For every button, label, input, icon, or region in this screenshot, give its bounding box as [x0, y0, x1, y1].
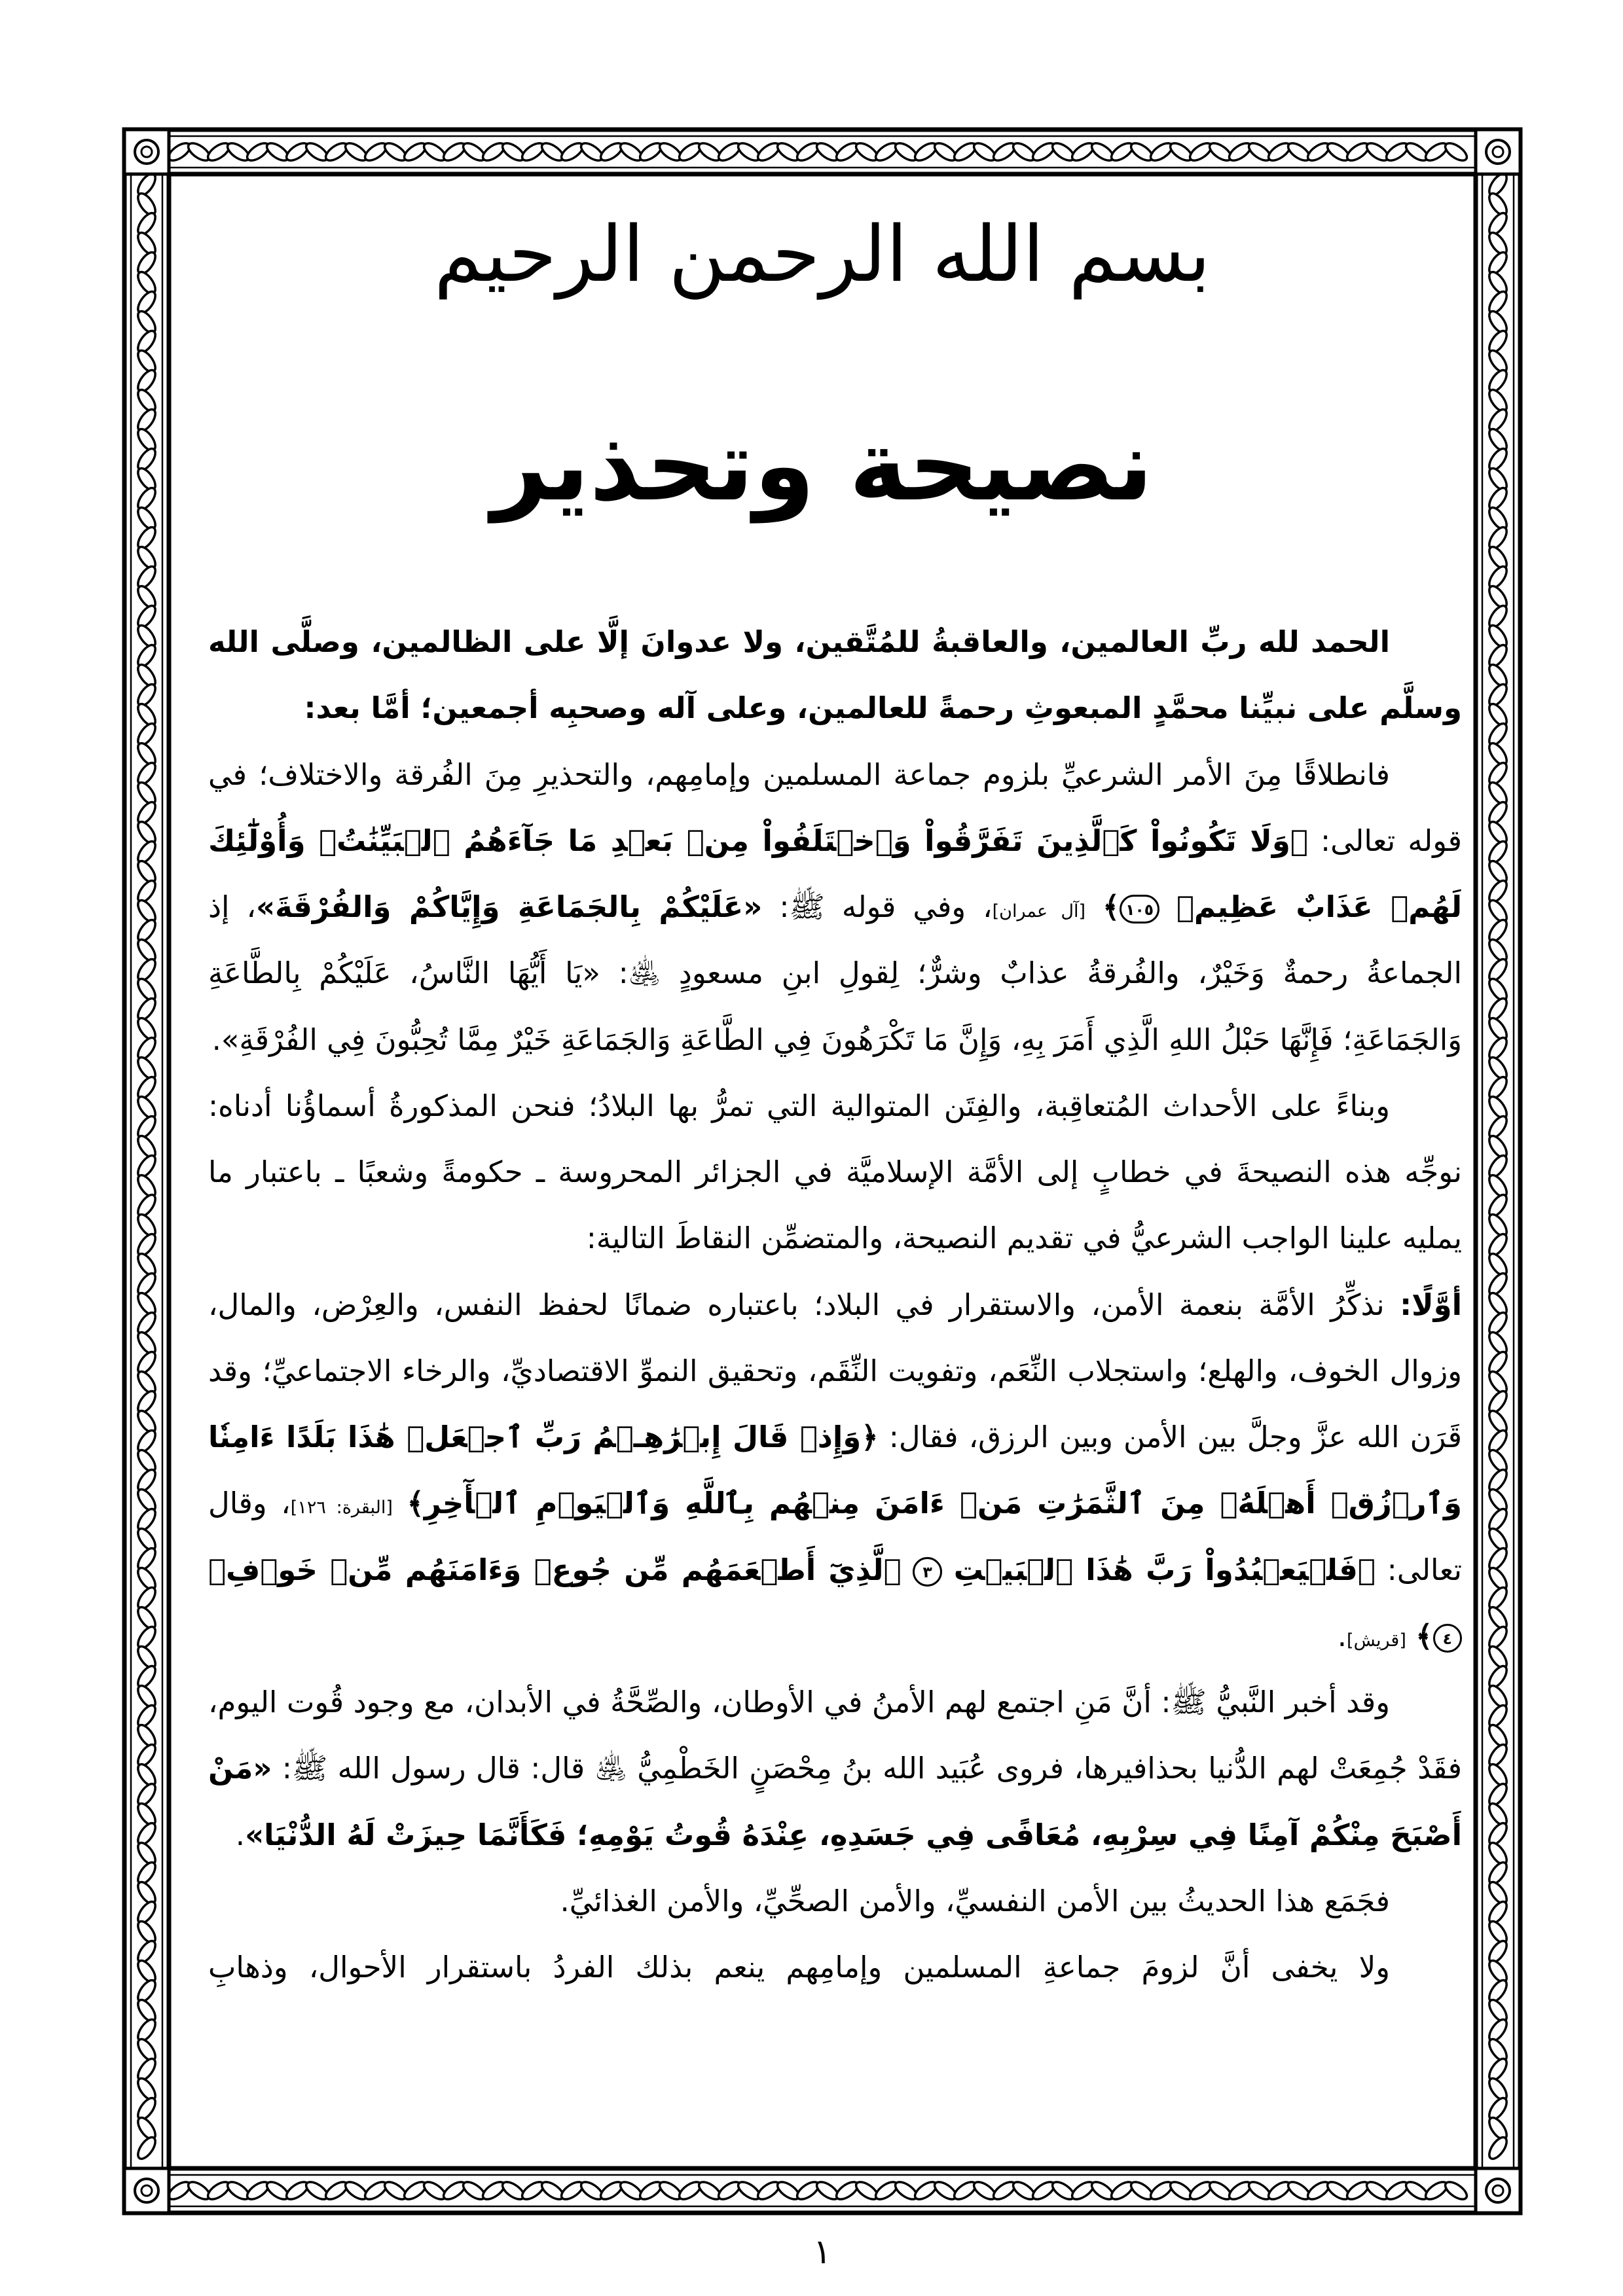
paragraph-text: .	[235, 1817, 246, 1852]
paragraph-text: وبناءً على الأحداث المُتعاقِبة، والفِتَن المتوالية التي تمرُّ بها البلادُ؛ فنحن المذكورةُ أسماؤُنا أدناه: نوجِّه هذه النصيحةَ في خطابٍ إلى الأمَّة الإسلاميَّة في الجزائر المحروسة ـ حكومةً وشعبًا ـ باعتبار ما يمليه علينا الواجب الشرعيُّ في تقديم النصيحة، والمتضمِّن النقاطَ التالية:	[208, 1088, 1462, 1256]
quran-bracket-close: ﴾	[1415, 1618, 1433, 1653]
basmala-heading: بسم الله الرحمن الرحيم	[434, 209, 1211, 299]
paragraph-text: ولا يخفى أنَّ لزومَ جماعةِ المسلمين وإمامِهم ينعم بذلك الفردُ باستقرار الأحوال، وذهابِ	[208, 1950, 1390, 1984]
quran-verse: ﴿وَإِذۡ قَالَ إِبۡرَٰهِـۧمُ رَبِّ ٱجۡعَلۡ هَٰذَا بَلَدًا ءَامِنٗا وَٱرۡزُقۡ أَهۡلَهُۥ مِنَ ٱلثَّمَرَٰتِ مَنۡ ءَامَنَ مِنۡهُم بِٱللَّهِ وَٱلۡيَوۡمِ ٱلۡأٓخِرِ﴾	[208, 1420, 1462, 1521]
document-title: نصيحة وتحذير	[491, 409, 1154, 523]
border-chain-link	[1442, 2179, 1469, 2203]
quran-bracket-close: ﴾	[1102, 889, 1120, 924]
paragraph-continued	[208, 1934, 1462, 2000]
paragraph-summary	[208, 1868, 1462, 1934]
border-corner-box	[1476, 2168, 1520, 2213]
paragraph-unity	[208, 742, 1462, 1073]
verse-citation: [قريش]	[1347, 1630, 1406, 1651]
paragraph-hadith	[208, 1669, 1462, 1868]
paragraph-address	[208, 1073, 1462, 1272]
paragraph-text: فجَمَع هذا الحديثُ بين الأمن النفسيِّ، والأمن الصحِّيِّ، والأمن الغذائيِّ.	[560, 1883, 1390, 1918]
ayah-number: ٣	[913, 1557, 941, 1586]
border-corner-box	[1476, 130, 1520, 174]
border-chain-link	[135, 2134, 159, 2161]
paragraph-text: نذكِّرُ الأمَّة بنعمة الأمن، والاستقرار في البلاد؛ باعتباره ضمانًا لحفظ النفس، والعِرْض، والمال، وزوال الخوف، والهلع؛ واستجلاب النِّعَم، وتفويت النِّقَم، وتحقيق النموِّ الاقتصاديِّ، والرخاء الاجتماعيِّ؛ وقد قَرَن الله عزَّ وجلَّ بين الأمن وبين الرزق، فقال:	[208, 1287, 1462, 1454]
border-corner-box	[124, 130, 169, 174]
border-chain-link	[1486, 2134, 1510, 2161]
verse-citation: [آل عمران]	[992, 901, 1085, 922]
ayah-number: ١٠٥	[1120, 895, 1159, 924]
opening-praise-text: الحمد لله ربِّ العالمين، والعاقبةُ للمُتَّقين، ولا عدوانَ إلَّا على الظالمين، وصلَّى الله وسلَّم على نبيِّنا محمَّدٍ المبعوثِ رحمةً للعالمين، وعلى آله وصحبِه أجمعين؛ أمَّا بعد:	[208, 624, 1462, 726]
paragraph-text: .	[1337, 1618, 1347, 1653]
hadith-quote: «مَنْ أَصْبَحَ مِنْكُمْ آمِنًا فِي سِرْبِهِ، مُعَافًى فِي جَسَدِهِ، عِنْدَهُ قُوتُ يَوْمِهِ؛ فَكَأَنَّمَا حِيزَتْ لَهُ الدُّنْيَا»	[208, 1751, 1462, 1852]
quran-verse: ٱلَّذِيٓ أَطۡعَمَهُم مِّن جُوعٖ وَءَامَنَهُم مِّنۡ خَوۡفِۭ	[208, 1552, 902, 1587]
document-body	[208, 609, 1462, 2153]
border-chain-link	[1442, 140, 1469, 164]
point-label: أوَّلًا:	[1400, 1287, 1462, 1322]
page-number: ١	[813, 2233, 831, 2272]
hadith-quote: «عَلَيْكُمْ بِالجَمَاعَةِ وَإِيَّاكُمْ وَالفُرْقَةَ»	[256, 889, 763, 924]
paragraph-text: فانطلاقًا مِنَ الأمر الشرعيِّ بلزوم جماعة المسلمين وإمامِهم، والتحذيرِ مِنَ الفُرقة والاختلاف؛ في قوله تعالى:	[208, 757, 1462, 858]
paragraph-text: وقد أخبر النَّبيُّ ﷺ: أنَّ مَنِ اجتمع لهم الأمنُ في الأوطان، والصِّحَّةُ في الأبدان، مع وجود قُوت اليوم، فقَدْ جُمِعَتْ لهم الدُّنيا بحذافيرها، فروى عُبَيد الله بنُ مِحْصَنٍ الخَطْمِيُّ ﵁ قال: قال رسول الله ﷺ:	[208, 1685, 1462, 1786]
quran-verse: ﴿وَلَا تَكُونُواْ كَٱلَّذِينَ تَفَرَّقُواْ وَٱخۡتَلَفُواْ مِنۢ بَعۡدِ مَا جَآءَهُمُ ٱلۡبَيِّنَٰتُۚ وَأُوْلَٰٓئِكَ لَهُمۡ عَذَابٌ عَظِيمٞ	[208, 823, 1462, 924]
paragraph-text: ، وفي قوله ﷺ:	[762, 889, 993, 924]
border-corner-box	[124, 2168, 169, 2213]
ayah-number: ٤	[1433, 1624, 1462, 1653]
quran-verse: ﴿فَلۡيَعۡبُدُواْ رَبَّ هَٰذَا ٱلۡبَيۡتِ	[953, 1552, 1376, 1587]
paragraph-opening	[208, 609, 1462, 742]
paragraph-text: ، وقال تعالى:	[208, 1486, 1462, 1587]
paragraph-text: ، إذ الجماعةُ رحمةٌ وَخَيْرٌ، والفُرقةُ عذابٌ وشرٌّ؛ لِقولِ ابنِ مسعودٍ ﵁: «يَا أَيُّهَا النَّاسُ، عَلَيْكُمْ بِالطَّاعَةِ وَالجَمَاعَةِ؛ فَإِنَّهَا حَبْلُ اللهِ الَّذِي أَمَرَ بِهِ، وَإِنَّ مَا تَكْرَهُونَ فِي الطَّاعَةِ وَالجَمَاعَةِ خَيْرٌ مِمَّا تُحِبُّونَ فِي الفُرْقَةِ».	[208, 889, 1462, 1057]
verse-citation: [البقرة: ١٢٦]	[290, 1498, 393, 1518]
paragraph-point-one	[208, 1272, 1462, 1670]
